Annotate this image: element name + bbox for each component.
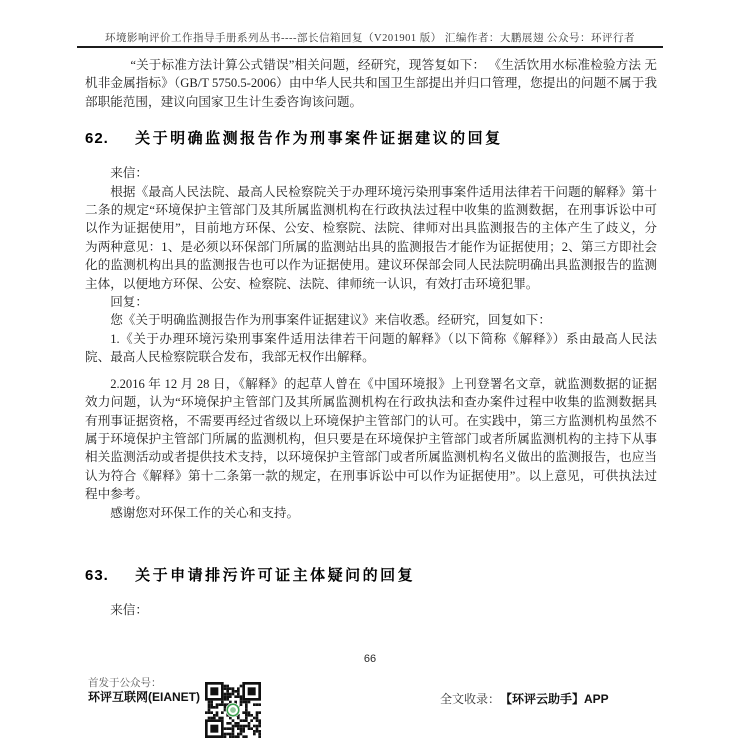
section-63-heading — [85, 566, 657, 586]
footer-source — [88, 676, 200, 704]
section-62-reply-paragraph: 感谢您对环保工作的关心和支持。 — [110, 505, 300, 520]
section-62-letter-body: 根据《最高人民法院、最高人民检察院关于办理环境污染刑事案件适用法律若干问题的解释》第十二条的规定“环境保护主管部门及其所属监测机构在行政执法过程中收集的监测数据，在刑事诉讼中可以作为证据使用”，目前地方环保、公安、检察院、法院、律师对出具监测报告的主体产生了歧义，分为两种意见：1、是必须以环保部门所属的监测站出具的监测报告才能作为证据使用；2、第三方即社会化的监测机构出具的监测报告也可以作为证据使用。建议环保部会同人民法院明确出具监测报告的监测主体，以便地方环保、公安、检察院、法院、律师统一认识，有效打击环境犯罪。 — [85, 184, 657, 291]
qr-code-image — [205, 680, 261, 740]
footer-source-label: 首发于公众号： — [88, 677, 162, 689]
section-62-reply-paragraph: 1.《关于办理环境污染刑事案件适用法律若干问题的解释》（以下简称《解释》）系由最高人民法院、最高人民检察院联合发布，我部无权作出解释。 — [85, 331, 657, 365]
footer-source-name: 环评互联网(EIANET) — [88, 690, 200, 704]
intro-paragraph: “关于标准方法计算公式错误”相关问题，经研究，现答复如下： 《生活饮用水标准检验方法 无机非金属指标》（GB/T 5750.5-2006）由中华人民共和国卫生部提出并归口管理，您提出的问题不属于我部职能范围，建议向国家卫生计生委咨询该问题。 — [85, 58, 657, 109]
section-62-number: 62. — [85, 130, 109, 148]
section-63-title: 关于申请排污许可证主体疑问的回复 — [135, 566, 416, 584]
section-63-letter-label: 来信： — [110, 602, 148, 617]
section-62-reply-label: 回复： — [110, 295, 148, 310]
footer-app-name: 【环评云助手】APP — [506, 692, 609, 706]
section-63-number: 63. — [85, 566, 109, 584]
section-62-reply-paragraph: 2.2016 年 12 月 28 日，《解释》的起草人曾在《中国环境报》上刊登署名文章，就监测数据的证据效力问题，认为“环境保护主管部门及其所属监测机构在行政执法和查办案件过程中收集的监测数据具有刑事证据资格，不需要再经过省级以上环境保护主管部门的认可。在实践中，第三方监测机构虽然不属于环境保护主管部门所属的监测机构，但只要是在环境保护主管部门或者所属监测机构的主持下从事相关监测活动或者提供技术支持，以环境保护主管部门或者所属监测机构名义做出的监测报告，也应当认为符合《解释》第十二条第一款的规定，在刑事诉讼中可以作为证据使用”。以上意见，可供执法过程中参考。 — [85, 376, 657, 502]
page-number: 66 — [363, 653, 377, 665]
footer-collection — [440, 690, 609, 707]
section-62-letter-label: 来信： — [110, 166, 148, 181]
footer-collection-label: 全文收录： — [440, 692, 501, 706]
section-62-reply-paragraph: 您《关于明确监测报告作为刑事案件证据建议》来信收悉。经研究，回复如下： — [110, 313, 551, 328]
section-62-heading — [85, 129, 657, 149]
header-title: 环境影响评价工作指导手册系列丛书----部长信箱回复（V201901 版） 汇编作者：大鹏展翅 公众号：环评行者 — [105, 33, 635, 44]
section-62-title: 关于明确监测报告作为刑事案件证据建议的回复 — [135, 130, 503, 148]
document-content — [85, 56, 657, 619]
header-divider — [77, 46, 663, 48]
